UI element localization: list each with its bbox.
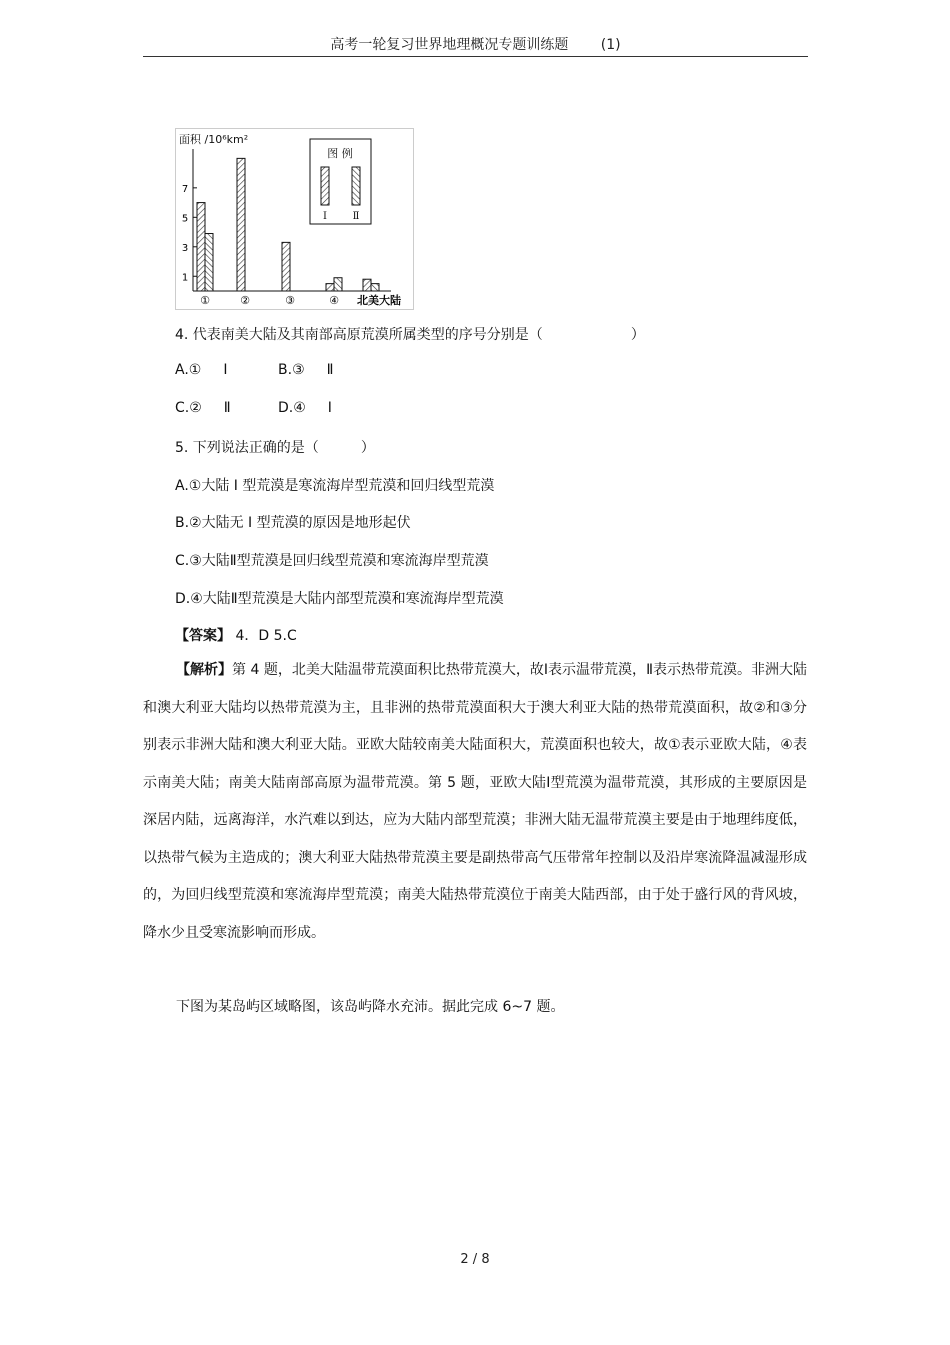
bar-series-2 xyxy=(205,234,213,291)
page-number: 2 / 8 xyxy=(460,1252,490,1267)
page-header xyxy=(143,34,808,54)
bar-series-1 xyxy=(282,242,290,291)
x-tick-label: 北美大陆 xyxy=(357,294,401,307)
next-question-intro: 下图为某岛屿区域略图，该岛屿降水充沛。据此完成 6~7 题。 xyxy=(176,999,565,1015)
bar-series-2 xyxy=(334,278,342,291)
y-tick-label: 1 xyxy=(181,272,189,284)
question-4-stem: 4. 代表南美大陆及其南部高原荒漠所属类型的序号分别是（ ） xyxy=(175,327,645,343)
answer-label: 【答案】 xyxy=(175,628,231,644)
x-tick-label: ③ xyxy=(285,294,295,307)
header-title: 高考一轮复习世界地理概况专题训练题 xyxy=(330,37,569,53)
bar-series-1 xyxy=(197,203,205,291)
x-tick-label: ④ xyxy=(329,294,339,307)
legend-label-1: Ⅰ xyxy=(323,211,327,222)
analysis-label: 【解析】 xyxy=(176,662,233,678)
bar-series-2 xyxy=(371,284,379,291)
legend-title: 图 例 xyxy=(327,147,353,160)
legend xyxy=(310,139,371,224)
question-5-option-a: A.①大陆 Ⅰ 型荒漠是寒流海岸型荒漠和回归线型荒漠 xyxy=(175,478,495,494)
question-5-stem: 5. 下列说法正确的是（ ） xyxy=(175,440,375,456)
bar-series-1 xyxy=(326,284,334,291)
question-4-option-d: D.④ Ⅰ xyxy=(278,400,332,416)
y-tick-label: 5 xyxy=(181,213,189,225)
desert-area-chart xyxy=(175,128,414,310)
question-4-option-a: A.① Ⅰ xyxy=(175,362,228,378)
answer-text: 4．D 5.C xyxy=(235,628,297,644)
analysis-text: 第 4 题，北美大陆温带荒漠面积比热带荒漠大，故Ⅰ表示温带荒漠，Ⅱ表示热带荒漠。非洲大陆和澳大利亚大陆均以热带荒漠为主，且非洲的热带荒漠面积大于澳大利亚大陆的热带荒漠面积，故②和③分别表示非洲大陆和澳大利亚大陆。亚欧大陆较南美大陆面积大，荒漠面积也较大，故①表示亚欧大陆，④表示南美大陆；南美大陆南部高原为温带荒漠。第 5 题，亚欧大陆Ⅰ型荒漠为温带荒漠，其形成的主要原因是深居内陆，远离海洋，水汽难以到达，应为大陆内部型荒漠；非洲大陆无温带荒漠主要是由于地理纬度低，以热带气候为主造成的；澳大利亚大陆热带荒漠主要是副热带高气压带常年控制以及沿岸寒流降温减湿形成的，为回归线型荒漠和寒流海岸型荒漠；南美大陆热带荒漠位于南美大陆西部，由于处于盛行风的背风坡，降水少且受寒流影响而形成。 xyxy=(143,662,807,941)
question-4-option-c: C.② Ⅱ xyxy=(175,400,231,416)
y-tick-label: 7 xyxy=(181,183,189,195)
bar-series-1 xyxy=(237,158,245,291)
y-axis-label: 面积 /10⁶km² xyxy=(179,133,249,146)
analysis-paragraph xyxy=(143,652,807,952)
legend-swatch-1 xyxy=(321,167,329,205)
question-5-option-c: C.③大陆Ⅱ型荒漠是回归线型荒漠和寒流海岸型荒漠 xyxy=(175,553,489,569)
question-4-option-b: B.③ Ⅱ xyxy=(278,362,334,378)
y-tick-label: 3 xyxy=(181,242,189,254)
header-rule xyxy=(143,56,808,57)
bar-series-1 xyxy=(363,279,371,291)
question-5-option-d: D.④大陆Ⅱ型荒漠是大陆内部型荒漠和寒流海岸型荒漠 xyxy=(175,591,504,607)
x-tick-label: ① xyxy=(200,294,210,307)
answer-line xyxy=(175,625,297,645)
x-tick-label: ② xyxy=(240,294,250,307)
question-5-option-b: B.②大陆无 Ⅰ 型荒漠的原因是地形起伏 xyxy=(175,515,411,531)
legend-swatch-2 xyxy=(352,167,360,205)
header-suffix: (1) xyxy=(600,37,621,53)
legend-label-2: Ⅱ xyxy=(352,211,360,222)
